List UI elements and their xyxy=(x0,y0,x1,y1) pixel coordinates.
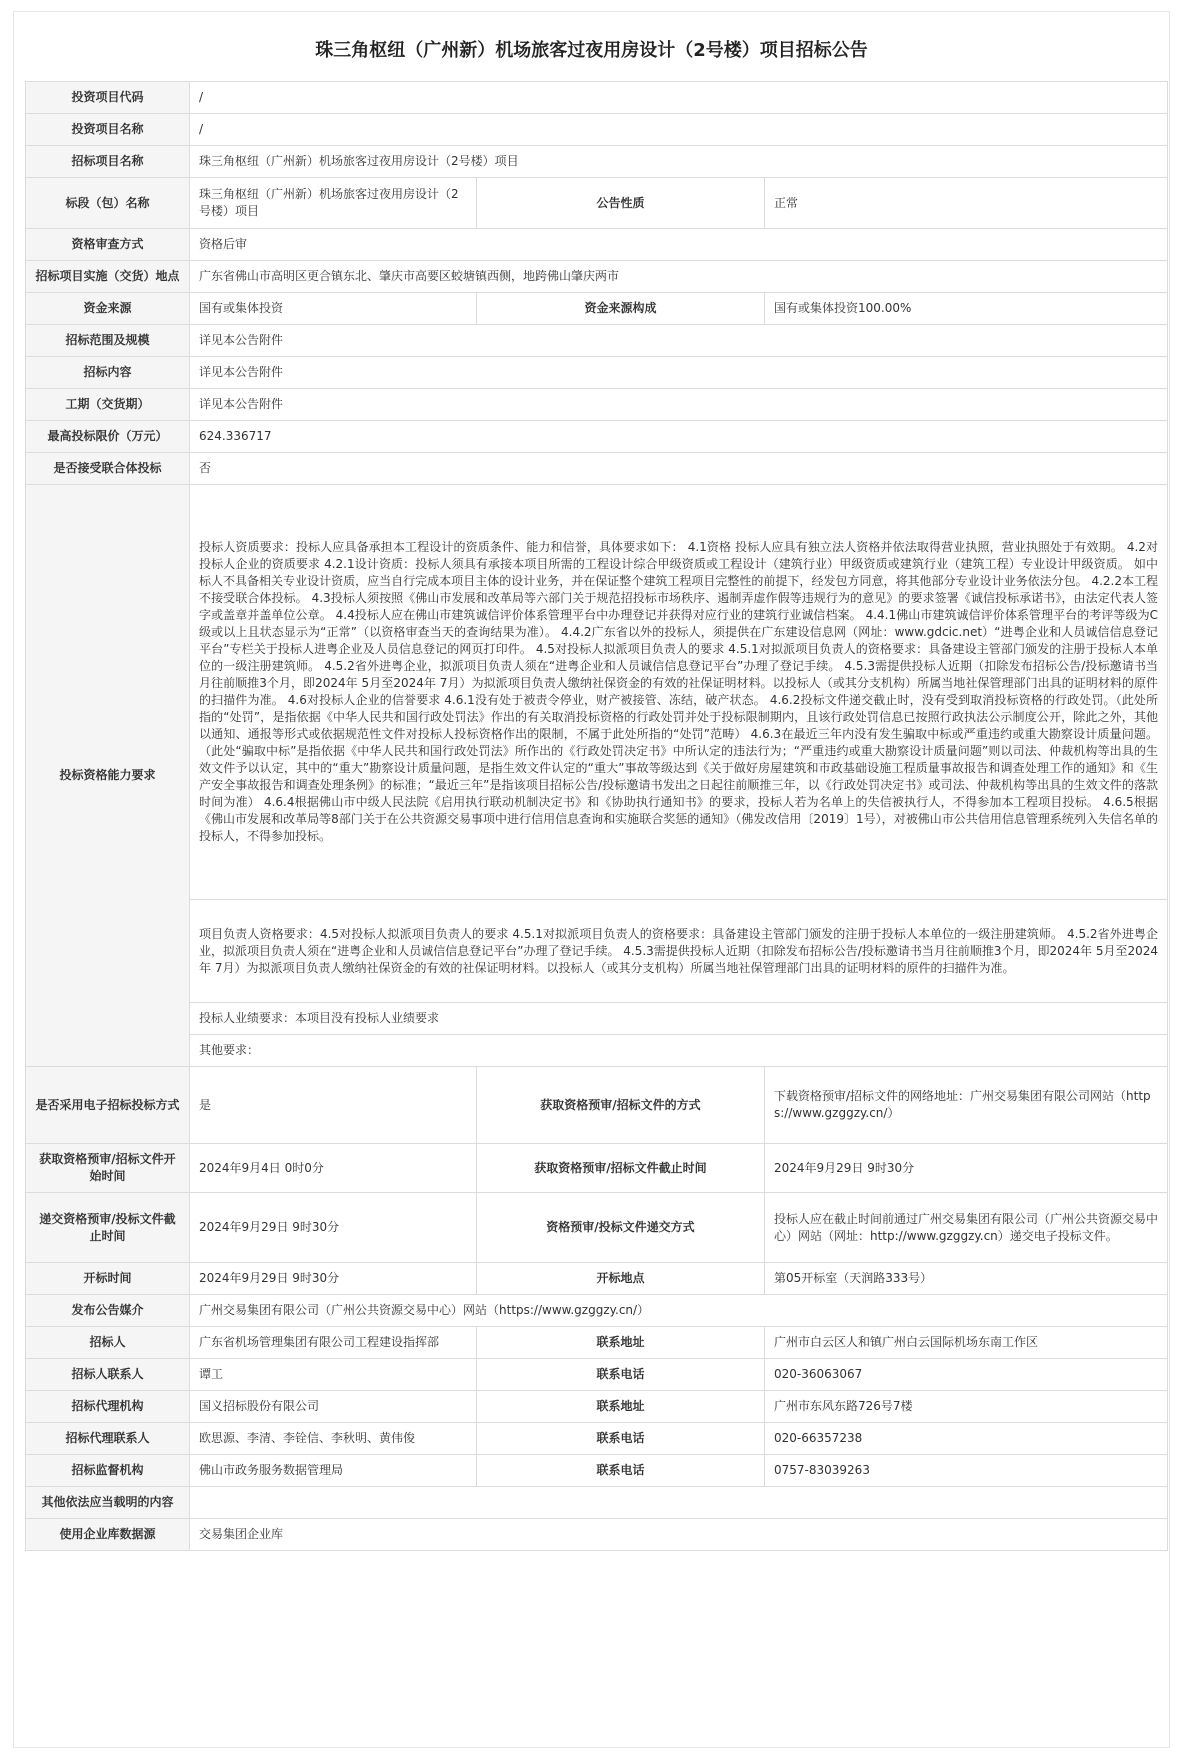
invest-name-value: / xyxy=(190,114,1168,146)
agency-address-label: 联系地址 xyxy=(477,1391,765,1423)
content-label: 招标内容 xyxy=(26,357,190,389)
section-value: 珠三角枢纽（广州新）机场旅客过夜用房设计（2号楼）项目 xyxy=(190,178,477,229)
tenderer-address-value: 广州市白云区人和镇广州白云国际机场东南工作区 xyxy=(765,1327,1168,1359)
period-value: 详见本公告附件 xyxy=(190,389,1168,421)
notice-type-value: 正常 xyxy=(765,178,1168,229)
fund-label: 资金来源 xyxy=(26,293,190,325)
performance-requirement-text: 投标人业绩要求：本项目没有投标人业绩要求 xyxy=(190,1003,1168,1035)
supervisor-phone-value: 0757-83039263 xyxy=(765,1455,1168,1487)
other-content-label: 其他依法应当载明的内容 xyxy=(26,1487,190,1519)
fund-composition-value: 国有或集体投资100.00% xyxy=(765,293,1168,325)
period-label: 工期（交货期） xyxy=(26,389,190,421)
fund-value: 国有或集体投资 xyxy=(190,293,477,325)
row-qualification-performance xyxy=(26,1003,1168,1035)
obtain-end-value: 2024年9月29日 9时30分 xyxy=(765,1144,1168,1193)
qualification-label: 投标资格能力要求 xyxy=(26,485,190,1067)
row-location xyxy=(26,261,1168,293)
announcement-table xyxy=(25,81,1168,1551)
row-electronic xyxy=(26,1067,1168,1144)
tenderer-contact-value: 谭工 xyxy=(190,1359,477,1391)
scope-label: 招标范围及规模 xyxy=(26,325,190,357)
submit-method-label: 资格预审/投标文件递交方式 xyxy=(477,1193,765,1263)
row-agency-contact xyxy=(26,1423,1168,1455)
supervisor-label: 招标监督机构 xyxy=(26,1455,190,1487)
invest-code-value: / xyxy=(190,82,1168,114)
row-section xyxy=(26,178,1168,229)
agency-phone-value: 020-66357238 xyxy=(765,1423,1168,1455)
row-media xyxy=(26,1295,1168,1327)
joint-value: 否 xyxy=(190,453,1168,485)
row-invest-code xyxy=(26,82,1168,114)
project-name-label: 招标项目名称 xyxy=(26,146,190,178)
opening-time-value: 2024年9月29日 9时30分 xyxy=(190,1263,477,1295)
data-source-value: 交易集团企业库 xyxy=(190,1519,1168,1551)
obtain-method-value: 下载资格预审/招标文件的网络地址：广州交易集团有限公司网站（https://www.gzggzy.cn/） xyxy=(765,1067,1168,1144)
max-price-value: 624.336717 xyxy=(190,421,1168,453)
tenderer-phone-label: 联系电话 xyxy=(477,1359,765,1391)
row-joint xyxy=(26,453,1168,485)
row-content xyxy=(26,357,1168,389)
media-value: 广州交易集团有限公司（广州公共资源交易中心）网站（https://www.gzggzy.cn/） xyxy=(190,1295,1168,1327)
media-label: 发布公告媒介 xyxy=(26,1295,190,1327)
notice-type-label: 公告性质 xyxy=(477,178,765,229)
row-tenderer-contact xyxy=(26,1359,1168,1391)
row-agency xyxy=(26,1391,1168,1423)
announcement-page xyxy=(13,11,1170,1748)
opening-place-value: 第05开标室（天润路333号） xyxy=(765,1263,1168,1295)
tenderer-label: 招标人 xyxy=(26,1327,190,1359)
other-content-value xyxy=(190,1487,1168,1519)
obtain-end-label: 获取资格预审/招标文件截止时间 xyxy=(477,1144,765,1193)
electronic-label: 是否采用电子招标投标方式 xyxy=(26,1067,190,1144)
row-invest-name xyxy=(26,114,1168,146)
row-obtain-time xyxy=(26,1144,1168,1193)
max-price-label: 最高投标限价（万元） xyxy=(26,421,190,453)
fund-composition-label: 资金来源构成 xyxy=(477,293,765,325)
row-fund xyxy=(26,293,1168,325)
tenderer-value: 广东省机场管理集团有限公司工程建设指挥部 xyxy=(190,1327,477,1359)
review-label: 资格审查方式 xyxy=(26,229,190,261)
agency-phone-label: 联系电话 xyxy=(477,1423,765,1455)
row-scope xyxy=(26,325,1168,357)
location-label: 招标项目实施（交货）地点 xyxy=(26,261,190,293)
supervisor-phone-label: 联系电话 xyxy=(477,1455,765,1487)
submit-method-value: 投标人应在截止时间前通过广州交易集团有限公司（广州公共资源交易中心）网站（网址：http://www.gzggzy.cn）递交电子投标文件。 xyxy=(765,1193,1168,1263)
review-value: 资格后审 xyxy=(190,229,1168,261)
tenderer-phone-value: 020-36063067 xyxy=(765,1359,1168,1391)
row-data-source xyxy=(26,1519,1168,1551)
tenderer-address-label: 联系地址 xyxy=(477,1327,765,1359)
invest-code-label: 投资项目代码 xyxy=(26,82,190,114)
opening-place-label: 开标地点 xyxy=(477,1263,765,1295)
scope-value: 详见本公告附件 xyxy=(190,325,1168,357)
supervisor-value: 佛山市政务服务数据管理局 xyxy=(190,1455,477,1487)
content-value: 详见本公告附件 xyxy=(190,357,1168,389)
agency-address-value: 广州市东风东路726号7楼 xyxy=(765,1391,1168,1423)
row-qualification-other xyxy=(26,1035,1168,1067)
row-qualification-bidder xyxy=(26,485,1168,900)
obtain-method-label: 获取资格预审/招标文件的方式 xyxy=(477,1067,765,1144)
agency-value: 国义招标股份有限公司 xyxy=(190,1391,477,1423)
row-other-content xyxy=(26,1487,1168,1519)
manager-qualification-text: 项目负责人资格要求：4.5对投标人拟派项目负责人的要求 4.5.1对拟派项目负责人的资格要求：具备建设主管部门颁发的注册于投标人本单位的一级注册建筑师。 4.5.2省外进粤企业，拟派项目负责人须在“进粤企业和人员诚信信息登记平台”办理了登记手续。 4.5.3需提供投标人近期（扣除发布招标公告/投标邀请书当月往前顺推3个月，即2024年 5月至2024年 7月）为拟派项目负责人缴纳社保资金的有效的社保证明材料。以投标人（或其分支机构）所属当地社保管理部门出具的证明材料的原件的扫描件为准。 xyxy=(190,900,1168,1003)
row-opening xyxy=(26,1263,1168,1295)
data-source-label: 使用企业库数据源 xyxy=(26,1519,190,1551)
agency-contact-value: 欧思源、李清、李铨信、李秋明、黄伟俊 xyxy=(190,1423,477,1455)
page-title: 珠三角枢纽（广州新）机场旅客过夜用房设计（2号楼）项目招标公告 xyxy=(315,40,868,61)
tenderer-contact-label: 招标人联系人 xyxy=(26,1359,190,1391)
section-label: 标段（包）名称 xyxy=(26,178,190,229)
row-project-name xyxy=(26,146,1168,178)
agency-label: 招标代理机构 xyxy=(26,1391,190,1423)
row-supervisor xyxy=(26,1455,1168,1487)
row-period xyxy=(26,389,1168,421)
project-name-value: 珠三角枢纽（广州新）机场旅客过夜用房设计（2号楼）项目 xyxy=(190,146,1168,178)
electronic-value: 是 xyxy=(190,1067,477,1144)
row-tenderer xyxy=(26,1327,1168,1359)
invest-name-label: 投资项目名称 xyxy=(26,114,190,146)
joint-label: 是否接受联合体投标 xyxy=(26,453,190,485)
row-submit xyxy=(26,1193,1168,1263)
other-requirement-text: 其他要求： xyxy=(190,1035,1168,1067)
row-qualification-manager xyxy=(26,900,1168,1003)
obtain-start-label: 获取资格预审/招标文件开始时间 xyxy=(26,1144,190,1193)
obtain-start-value: 2024年9月4日 0时0分 xyxy=(190,1144,477,1193)
submit-deadline-value: 2024年9月29日 9时30分 xyxy=(190,1193,477,1263)
location-value: 广东省佛山市高明区更合镇东北、肇庆市高要区蛟塘镇西侧，地跨佛山肇庆两市 xyxy=(190,261,1168,293)
row-max-price xyxy=(26,421,1168,453)
row-review xyxy=(26,229,1168,261)
submit-deadline-label: 递交资格预审/投标文件截止时间 xyxy=(26,1193,190,1263)
agency-contact-label: 招标代理联系人 xyxy=(26,1423,190,1455)
opening-time-label: 开标时间 xyxy=(26,1263,190,1295)
bidder-qualification-text: 投标人资质要求：投标人应具备承担本工程设计的资质条件、能力和信誉，具体要求如下： 4.1资格 投标人应具有独立法人资格并依法取得营业执照，营业执照处于有效期。 4.2对投标人企业的资质要求 4.2.1设计资质：投标人须具有承接本项目所需的工程设计综合甲级资质或工程设计（建筑行业）甲级资质或建筑行业（建筑工程）专业设计甲级资质。 如中标人不具备相关专业设计资质，应当自行完成本项目主体的设计业务，并在保证整个建筑工程项目完整性的前提下，经发包方同意，将其他部分专业设计业务依法分包。 4.2.2本工程不接受联合体投标。 4.3投标人须按照《佛山市发展和改革局等六部门关于规范招投标市场秩序、遏制弄虚作假等违规行为的意见》的要求签署《诚信投标承诺书》，由法定代表人签字或盖章并盖单位公章。 4.4投标人应在佛山市建筑诚信评价体系管理平台中办理登记并获得对应行业的建筑行业诚信档案。 4.4.1佛山市建筑诚信评价体系管理平台的考评等级为C级或以上且状态显示为“正常”（以资格审查当天的查询结果为准）。 4.4.2广东省以外的投标人，须提供在广东建设信息网（网址：www.gdcic.net）“进粤企业和人员诚信信息登记平台”专栏关于投标人进粤企业及人员信息登记的网页打印件。 4.5对投标人拟派项目负责人的要求 4.5.1对拟派项目负责人的资格要求：具备建设主管部门颁发的注册于投标人本单位的一级注册建筑师。 4.5.2省外进粤企业，拟派项目负责人须在“进粤企业和人员诚信信息登记平台”办理了登记手续。 4.5.3需提供投标人近期（扣除发布招标公告/投标邀请书当月往前顺推3个月，即2024年 5月至2024年 7月）为拟派项目负责人缴纳社保资金的有效的社保证明材料。以投标人（或其分支机构）所属当地社保管理部门出具的证明材料的原件的扫描件为准。 4.6对投标人企业的信誉要求 4.6.1没有处于被责令停业，财产被接管、冻结，破产状态。 4.6.2投标文件递交截止时，没有受到取消投标资格的行政处罚。（此处所指的“处罚”，是指依据《中华人民共和国行政处罚法》作出的有关取消投标资格的行政处罚并处于投标限制期内，且该行政处罚信息已按照行政执法公示制度公开，除此之外，其他以通知、通报等形式或依据规范性文件对投标人投标资格作出的限制，不属于此处所指的“处罚”范畴） 4.6.3在最近三年内没有发生骗取中标或严重违约或重大勘察设计质量问题。（此处“骗取中标”是指依据《中华人民共和国行政处罚法》所作出的《行政处罚决定书》中所认定的违法行为；“严重违约或重大勘察设计质量问题”则以司法、仲裁机构等出具的生效文件予以认定，其中的“重大”勘察设计质量问题，是指生效文件认定的“重大”事故等级达到《关于做好房屋建筑和市政基础设施工程质量事故报告和调查处理工作的通知》和《生产安全事故报告和调查处理条例》的标准；“最近三年”是指该项目招标公告/投标邀请书发出之日起往前顺推三年，以《行政处罚决定书》或司法、仲裁机构等出具的生效文件的落款时间为准） 4.6.4根据佛山市中级人民法院《启用执行联动机制决定书》和《协助执行通知书》的要求，投标人若为名单上的失信被执行人，不得参加本工程项目投标。 4.6.5根据《佛山市发展和改革局等8部门关于在公共资源交易事项中进行信用信息查询和实施联合奖惩的通知》（佛发改信用〔2019〕1号），对被佛山市公共信用信息管理系统列入失信名单的投标人，不得参加投标。 xyxy=(190,485,1168,900)
